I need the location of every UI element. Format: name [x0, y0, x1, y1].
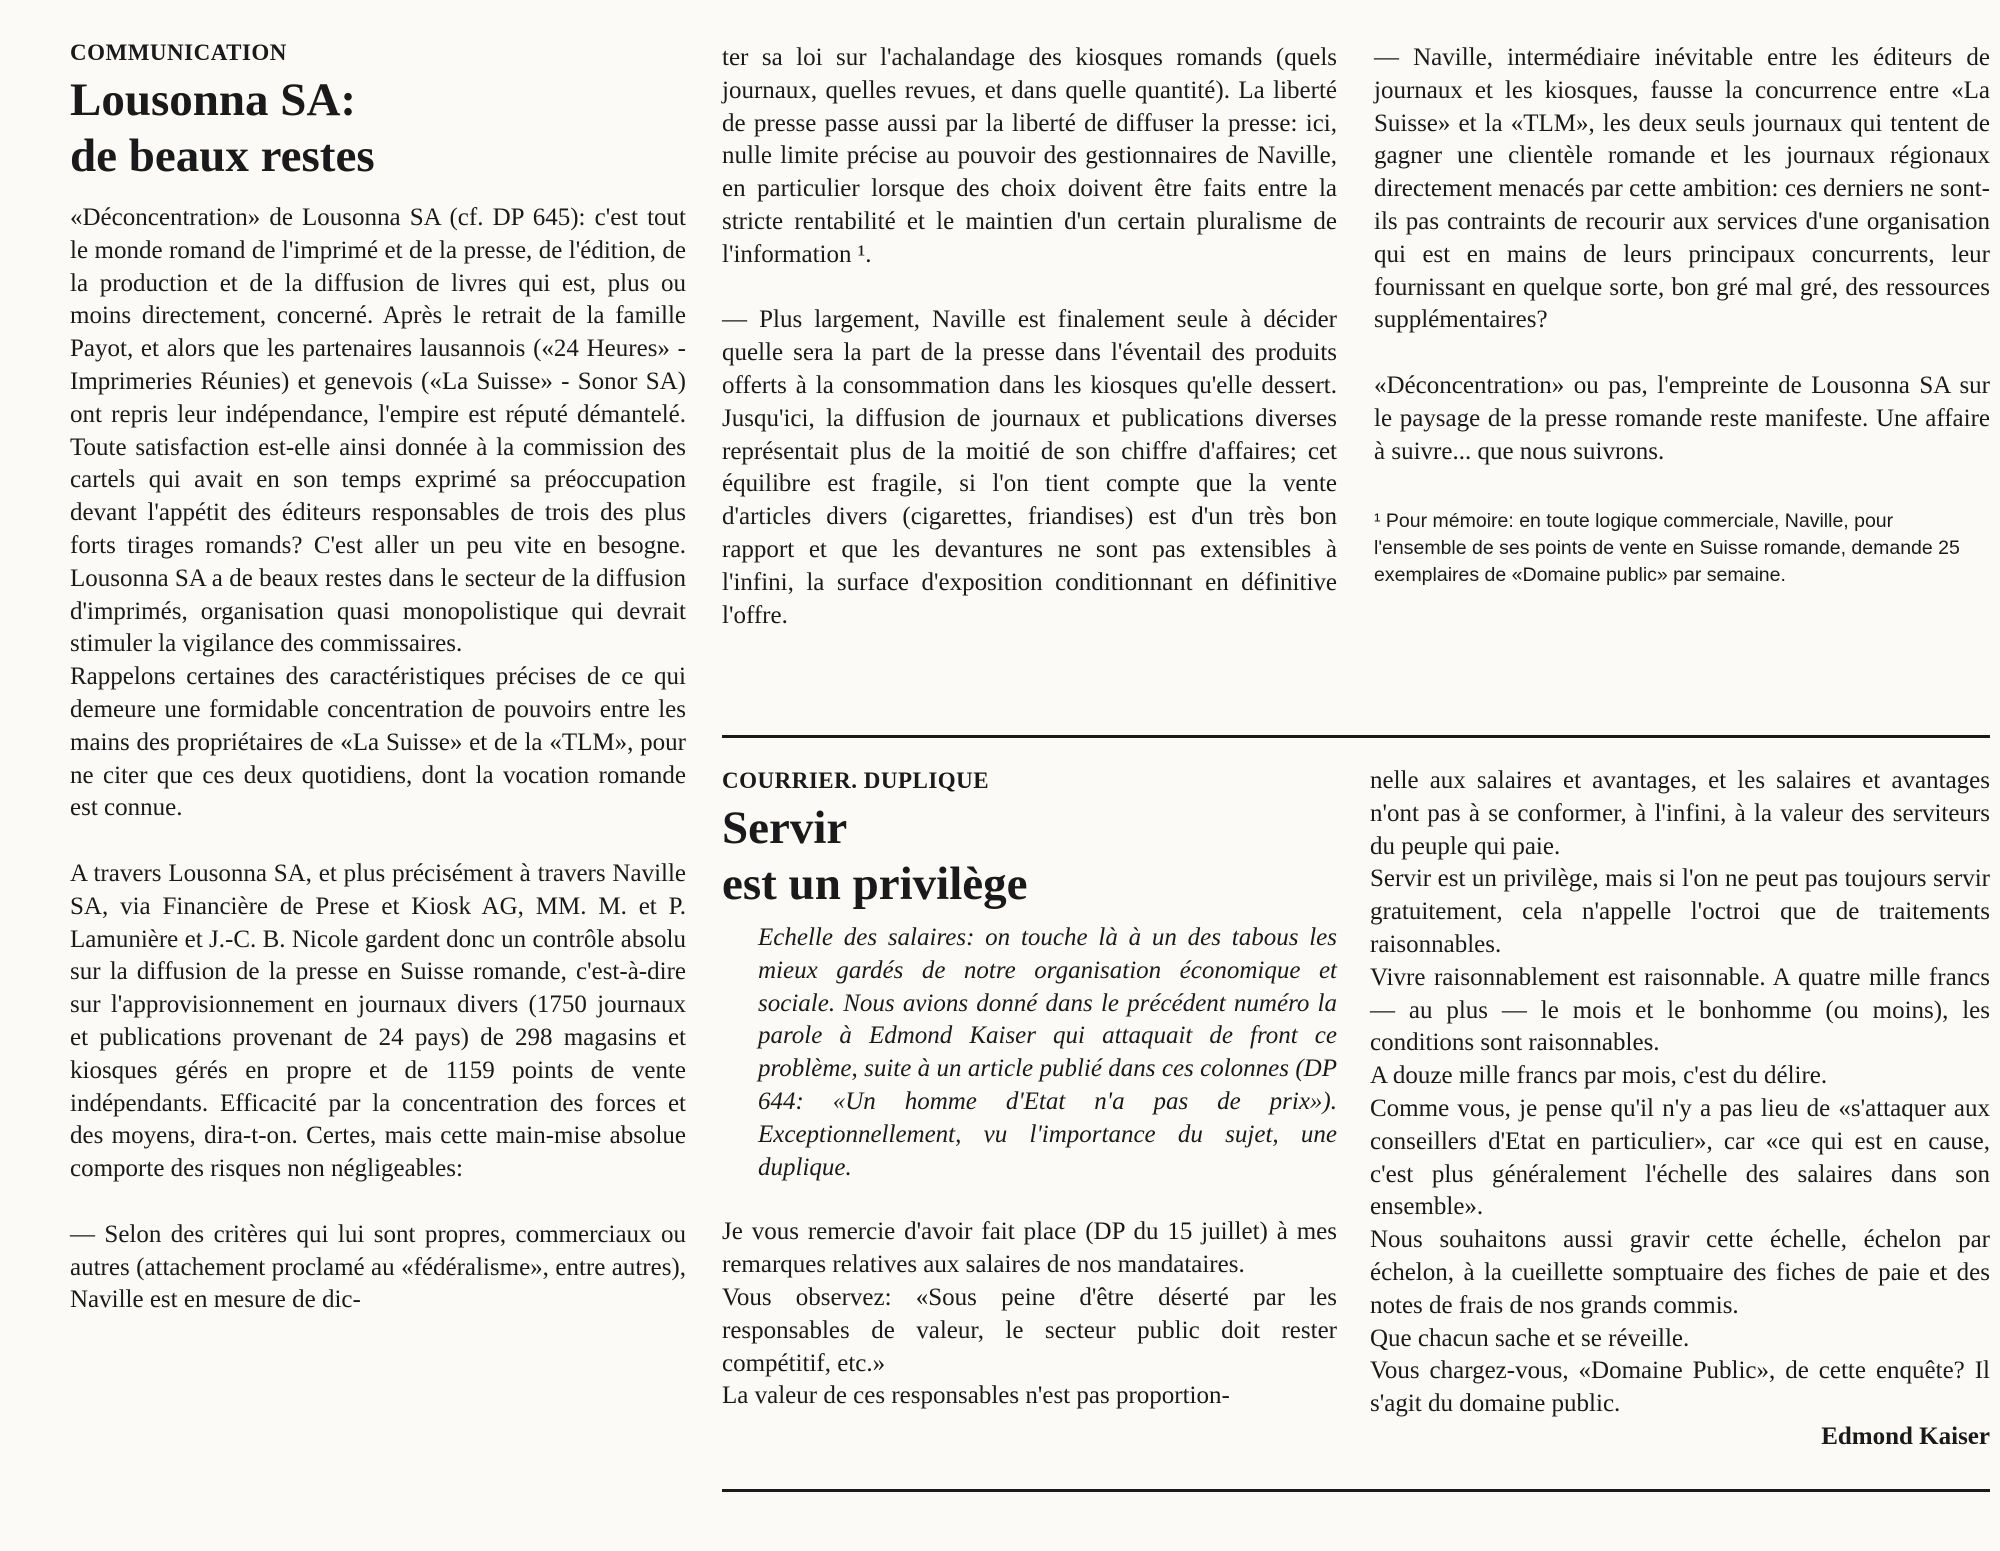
article1-title-line2: de beaux restes	[70, 130, 375, 182]
paragraph: Comme vous, je pense qu'il n'y a pas lieu de «s'attaquer aux conseillers d'Etat en particulier», car «ce qui est en cause, c'est plus généralement l'échelle des salaires dans son ensemble».	[1370, 1094, 1990, 1221]
paragraph: Servir est un privilège, mais si l'on ne peut pas toujours servir gratuitement, cela n'appelle l'octroi que de traitements raisonnables.	[1370, 865, 1990, 958]
article2-column2	[722, 766, 1337, 1413]
bottom-divider	[722, 1489, 1990, 1492]
paragraph: Que chacun sache et se réveille.	[1370, 1324, 1690, 1352]
paragraph: — Selon des critères qui lui sont propres, commerciaux ou autres (attachement proclamé au «fédéralisme», entre autres), Naville est en mesure de dic-	[70, 1220, 686, 1314]
paragraph: A travers Lousonna SA, et plus précisément à travers Naville SA, via Financière de Prese et Kiosk AG, MM. M. et P. Lamunière et J.-C. B. Nicole gardent donc un contrôle absolu sur la diffusion de la presse en Suisse romande, c'est-à-dire sur l'approvisionnement en journaux divers (1750 journaux et publications provenant de 24 pays) de 298 magasins et kiosques gérés en propre et de 1159 points de vente indépendants. Efficacité par la concentration des forces et des moyens, dira-t-on. Certes, mais cette main-mise absolue comporte des risques non négligeables:	[70, 859, 686, 1183]
footnote: ¹ Pour mémoire: en toute logique commerciale, Naville, pour l'ensemble de ses points de vente en Suisse romande, demande 25 exemplaires de «Domaine public» par semaine.	[1374, 510, 1960, 587]
paragraph: Vivre raisonnablement est raisonnable. A quatre mille francs — au plus — le mois et le bonhomme (ou moins), les conditions sont raisonnables.	[1370, 963, 1990, 1057]
article2-title-line2: est un privilège	[722, 858, 1028, 910]
paragraph: Vous observez: «Sous peine d'être déserté par les responsables de valeur, le secteur public doit rester compétitif, etc.»	[722, 1283, 1337, 1377]
article1-column3	[1374, 42, 1990, 589]
paragraph: — Plus largement, Naville est finalement seule à décider quelle sera la part de la presse dans l'éventail des produits offerts à la consommation dans les kiosques qu'elle dessert. Jusqu'ici, la diffusion de journaux et publications diverses représentait plus de la moitié de son chiffre d'affaires; cet équilibre est fragile, si l'on tient compte que la vente d'articles divers (cigarettes, friandises) est d'un très bon rapport et que les devantures ne sont pas extensibles à l'infini, la surface d'exposition conditionnant en définitive l'offre.	[722, 306, 1337, 629]
article2-body-col2	[722, 1216, 1337, 1413]
article1-column1	[70, 38, 686, 1317]
paragraph: Vous chargez-vous, «Domaine Public», de cette enquête? Il s'agit du domaine public.	[1370, 1357, 1990, 1418]
article1-body-col1	[70, 202, 686, 1317]
paragraph: La valeur de ces responsables n'est pas proportion-	[722, 1382, 1230, 1410]
signature: Edmond Kaiser	[1821, 1422, 1990, 1450]
section-divider	[722, 735, 1990, 738]
article1-kicker: COMMUNICATION	[70, 40, 287, 65]
paragraph: nelle aux salaires et avantages, et les salaires et avantages n'ont pas à se conformer, à l'infini, à la valeur des serviteurs du peuple qui paie.	[1370, 767, 1990, 860]
article2-column3	[1370, 765, 1990, 1454]
paragraph: Nous souhaitons aussi gravir cette échelle, échelon par échelon, à la cueillette somptuaire des fiches de paie et des notes de frais de nos grands commis.	[1370, 1226, 1990, 1319]
paragraph: «Déconcentration» ou pas, l'empreinte de Lousonna SA sur le paysage de la presse romande reste manifeste. Une affaire à suivre... que nous suivrons.	[1374, 371, 1990, 465]
article1-title-line1: Lousonna SA:	[70, 74, 357, 126]
paragraph: Rappelons certaines des caractéristiques précises de ce qui demeure une formidable concentration de pouvoirs entre les mains des propriétaires de «La Suisse» et de la «TLM», pour ne citer que ces deux quotidiens, dont la vocation romande est connue.	[70, 663, 686, 822]
paragraph: — Naville, intermédiaire inévitable entre les éditeurs de journaux et les kiosques, fausse la concurrence entre «La Suisse» et la «TLM», les deux seuls journaux qui tentent de gagner une clientèle romande et les journaux régionaux directement menacés par cette ambition: ces derniers ne sont-ils pas contraints de recourir aux services d'une organisation qui est en mains de leurs principaux concurrents, leur fournissant en quelque sorte, bon gré mal gré, des ressources supplémentaires?	[1374, 44, 1990, 334]
article2-chapo: Echelle des salaires: on touche là à un des tabous les mieux gardés de notre organisation économique et sociale. Nous avions donné dans le précédent numéro la parole à Edmond Kaiser qui attaquait de front ce problème, suite à un article publié dans ces colonnes (DP 644: «Un homme d'Etat n'a pas de prix»). Exceptionnellement, vu l'importance du sujet, une duplique.	[758, 924, 1337, 1181]
article2-title-line1: Servir	[722, 802, 848, 854]
paragraph: ter sa loi sur l'achalandage des kiosques romands (quels journaux, quelles revues, et dans quelle quantité). La liberté de presse passe aussi par la liberté de diffuser la presse: ici, nulle limite précise au pouvoir des gestionnaires de Naville, en particulier lorsque des choix doivent être faits entre la stricte rentabilité et le maintien d'un certain pluralisme de l'information ¹.	[722, 44, 1337, 268]
article2-kicker: COURRIER. DUPLIQUE	[722, 768, 990, 793]
paragraph: A douze mille francs par mois, c'est du délire.	[1370, 1062, 1828, 1090]
paragraph: Je vous remercie d'avoir fait place (DP du 15 juillet) à mes remarques relatives aux salaires de nos mandataires.	[722, 1218, 1337, 1279]
paragraph: «Déconcentration» de Lousonna SA (cf. DP 645): c'est tout le monde romand de l'imprimé et de la presse, de l'édition, de la production et de la diffusion de livres qui est, plus ou moins directement, concerné. Après le retrait de la famille Payot, et alors que les partenaires lausannois («24 Heures» - Imprimeries Réunies) et genevois («La Suisse» - Sonor SA) ont repris leur indépendance, l'empire est réputé démantelé. Toute satisfaction est-elle ainsi donnée à la commission des cartels qui avait en son temps exprimé sa préoccupation devant l'appétit des éditeurs responsables de trois des plus forts tirages romands? C'est aller un peu vite en besogne. Lousonna SA a de beaux restes dans le secteur de la diffusion d'imprimés, organisation quasi monopolistique qui devrait stimuler la vigilance des commissaires.	[70, 204, 686, 658]
article1-column2	[722, 42, 1337, 632]
article1-title	[70, 72, 686, 184]
article2-title	[722, 800, 1337, 912]
